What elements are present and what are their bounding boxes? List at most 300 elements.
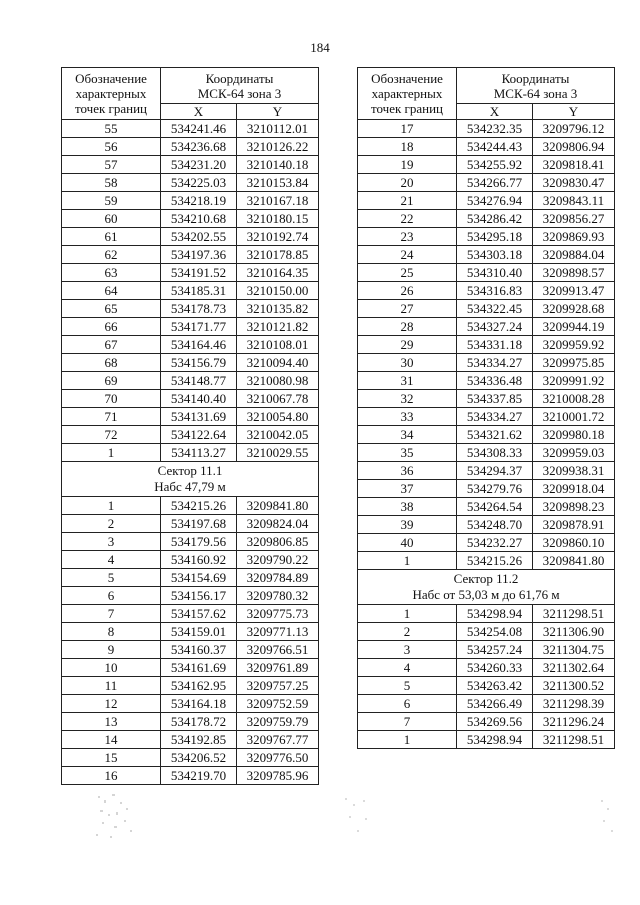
table-row: [358, 677, 615, 695]
table-row: [62, 533, 319, 551]
point-number-cell: 57: [62, 156, 161, 174]
x-coordinate-cell: 534202.55: [161, 228, 237, 246]
x-coordinate-cell: 534156.79: [161, 354, 237, 372]
table-row: [62, 695, 319, 713]
x-coordinate-cell: 534322.45: [457, 300, 533, 318]
point-number-cell: 15: [62, 749, 161, 767]
x-coordinate-cell: 534264.54: [457, 498, 533, 516]
y-coordinate-cell: 3210008.28: [533, 390, 615, 408]
table-row: [358, 534, 615, 552]
x-coordinate-cell: 534160.92: [161, 551, 237, 569]
point-number-cell: 69: [62, 372, 161, 390]
sector-cell: [358, 570, 615, 605]
table-row: [358, 390, 615, 408]
point-number-cell: 33: [358, 408, 457, 426]
y-coordinate-cell: 3210112.01: [237, 120, 319, 138]
header-line: характерных: [371, 86, 443, 101]
page-number: 184: [310, 40, 330, 55]
y-coordinate-cell: 3210054.80: [237, 408, 319, 426]
y-coordinate-cell: 3209771.13: [237, 623, 319, 641]
point-number-cell: 40: [358, 534, 457, 552]
point-number-cell: 17: [358, 120, 457, 138]
point-designation-header: [358, 68, 457, 120]
y-coordinate-cell: 3209944.19: [533, 318, 615, 336]
coordinates-header: [161, 68, 319, 104]
point-number-cell: 25: [358, 264, 457, 282]
point-number-cell: 63: [62, 264, 161, 282]
header-line: МСК-64 зона 3: [197, 86, 282, 101]
table-row: [358, 641, 615, 659]
point-number-cell: 60: [62, 210, 161, 228]
table-row: [358, 282, 615, 300]
x-coordinate-cell: 534310.40: [457, 264, 533, 282]
point-number-cell: 8: [62, 623, 161, 641]
point-number-cell: 6: [358, 695, 457, 713]
y-coordinate-cell: 3210192.74: [237, 228, 319, 246]
x-coordinate-cell: 534160.37: [161, 641, 237, 659]
x-coordinate-cell: 534286.42: [457, 210, 533, 228]
x-coordinate-cell: 534241.46: [161, 120, 237, 138]
x-coordinate-cell: 534215.26: [161, 497, 237, 515]
table-row: [62, 300, 319, 318]
x-coordinate-cell: 534157.62: [161, 605, 237, 623]
x-coordinate-cell: 534231.20: [161, 156, 237, 174]
x-coordinate-cell: 534210.68: [161, 210, 237, 228]
x-coordinate-cell: 534254.08: [457, 623, 533, 641]
table-row: [62, 120, 319, 138]
x-coordinate-cell: 534140.40: [161, 390, 237, 408]
y-coordinate-cell: 3209784.89: [237, 569, 319, 587]
y-coordinate-cell: 3211302.64: [533, 659, 615, 677]
table-row: [358, 605, 615, 623]
x-coordinate-cell: 534225.03: [161, 174, 237, 192]
table-row: [62, 587, 319, 605]
y-coordinate-cell: 3209878.91: [533, 516, 615, 534]
point-number-cell: 14: [62, 731, 161, 749]
y-coordinate-cell: 3209991.92: [533, 372, 615, 390]
y-coordinate-cell: 3209856.27: [533, 210, 615, 228]
x-coordinate-cell: 534266.77: [457, 174, 533, 192]
y-coordinate-cell: 3209830.47: [533, 174, 615, 192]
coordinates-header: [457, 68, 615, 104]
y-coordinate-cell: 3209767.77: [237, 731, 319, 749]
y-coordinate-cell: 3209780.32: [237, 587, 319, 605]
table-row: [358, 354, 615, 372]
table-row: [358, 444, 615, 462]
y-coordinate-cell: 3210178.85: [237, 246, 319, 264]
x-coordinate-cell: 534260.33: [457, 659, 533, 677]
x-coordinate-cell: 534113.27: [161, 444, 237, 462]
point-number-cell: 37: [358, 480, 457, 498]
y-coordinate-cell: 3209898.23: [533, 498, 615, 516]
point-number-cell: 28: [358, 318, 457, 336]
table-row: [62, 408, 319, 426]
point-number-cell: 5: [62, 569, 161, 587]
x-coordinate-cell: 534303.18: [457, 246, 533, 264]
x-coordinate-cell: 534164.46: [161, 336, 237, 354]
x-coordinate-cell: 534215.26: [457, 552, 533, 570]
y-coordinate-cell: 3209759.79: [237, 713, 319, 731]
x-coordinate-cell: 534192.85: [161, 731, 237, 749]
sector-row: [358, 570, 615, 605]
point-number-cell: 1: [358, 552, 457, 570]
table-row: [358, 246, 615, 264]
x-coordinate-cell: 534276.94: [457, 192, 533, 210]
header-line: точек границ: [74, 101, 148, 116]
x-coordinate-cell: 534295.18: [457, 228, 533, 246]
table-row: [62, 264, 319, 282]
table-row: [358, 408, 615, 426]
point-number-cell: 30: [358, 354, 457, 372]
x-coordinate-cell: 534255.92: [457, 156, 533, 174]
sector-row: [62, 462, 319, 497]
point-number-cell: 6: [62, 587, 161, 605]
table-row: [358, 138, 615, 156]
x-coordinate-cell: 534294.37: [457, 462, 533, 480]
table-row: [62, 749, 319, 767]
point-number-cell: 11: [62, 677, 161, 695]
table-row: [62, 192, 319, 210]
point-number-cell: 18: [358, 138, 457, 156]
table-row: [358, 498, 615, 516]
point-number-cell: 65: [62, 300, 161, 318]
y-coordinate-cell: 3209860.10: [533, 534, 615, 552]
x-coordinate-cell: 534266.49: [457, 695, 533, 713]
sector-name: Сектор 11.1: [157, 463, 223, 478]
point-number-cell: 39: [358, 516, 457, 534]
point-number-cell: 38: [358, 498, 457, 516]
x-coordinate-cell: 534334.27: [457, 408, 533, 426]
point-number-cell: 62: [62, 246, 161, 264]
y-coordinate-cell: 3210150.00: [237, 282, 319, 300]
table-row: [62, 246, 319, 264]
table-row: [62, 336, 319, 354]
faint-stamp-mark: [90, 790, 146, 846]
table-row: [62, 767, 319, 785]
x-coordinate-cell: 534263.42: [457, 677, 533, 695]
y-column-header: Y: [237, 104, 319, 120]
y-coordinate-cell: 3211298.39: [533, 695, 615, 713]
x-coordinate-cell: 534334.27: [457, 354, 533, 372]
y-coordinate-cell: 3210042.05: [237, 426, 319, 444]
point-number-cell: 29: [358, 336, 457, 354]
y-column-header: Y: [533, 104, 615, 120]
x-coordinate-cell: 534164.18: [161, 695, 237, 713]
faint-stamp-mark: [335, 790, 391, 846]
point-number-cell: 4: [62, 551, 161, 569]
y-coordinate-cell: 3209959.92: [533, 336, 615, 354]
y-coordinate-cell: 3209843.11: [533, 192, 615, 210]
x-coordinate-cell: 534171.77: [161, 318, 237, 336]
y-coordinate-cell: 3211300.52: [533, 677, 615, 695]
x-coordinate-cell: 534236.68: [161, 138, 237, 156]
y-coordinate-cell: 3209884.04: [533, 246, 615, 264]
x-coordinate-cell: 534218.19: [161, 192, 237, 210]
x-coordinate-cell: 534298.94: [457, 731, 533, 749]
header-line: МСК-64 зона 3: [493, 86, 578, 101]
table-row: [62, 372, 319, 390]
point-number-cell: 1: [62, 444, 161, 462]
x-coordinate-cell: 534131.69: [161, 408, 237, 426]
point-number-cell: 2: [62, 515, 161, 533]
y-coordinate-cell: 3209806.85: [237, 533, 319, 551]
point-number-cell: 26: [358, 282, 457, 300]
y-coordinate-cell: 3209761.89: [237, 659, 319, 677]
x-coordinate-cell: 534156.17: [161, 587, 237, 605]
x-coordinate-cell: 534161.69: [161, 659, 237, 677]
x-coordinate-cell: 534162.95: [161, 677, 237, 695]
y-coordinate-cell: 3210094.40: [237, 354, 319, 372]
table-row: [358, 480, 615, 498]
table-row: [62, 390, 319, 408]
table-row: [358, 516, 615, 534]
sector-cell: [62, 462, 319, 497]
header-line: точек границ: [370, 101, 444, 116]
point-number-cell: 36: [358, 462, 457, 480]
x-coordinate-cell: 534248.70: [457, 516, 533, 534]
point-number-cell: 71: [62, 408, 161, 426]
y-coordinate-cell: 3210029.55: [237, 444, 319, 462]
x-coordinate-cell: 534154.69: [161, 569, 237, 587]
x-coordinate-cell: 534185.31: [161, 282, 237, 300]
table-row: [62, 569, 319, 587]
point-number-cell: 56: [62, 138, 161, 156]
y-coordinate-cell: 3210180.15: [237, 210, 319, 228]
x-coordinate-cell: 534337.85: [457, 390, 533, 408]
table-row: [358, 623, 615, 641]
x-coordinate-cell: 534178.73: [161, 300, 237, 318]
point-number-cell: 10: [62, 659, 161, 677]
table-row: [62, 444, 319, 462]
table-row: [62, 713, 319, 731]
y-coordinate-cell: 3209818.41: [533, 156, 615, 174]
y-coordinate-cell: 3210080.98: [237, 372, 319, 390]
coordinates-table-right: [357, 67, 615, 749]
table-row: [358, 336, 615, 354]
table-row: [358, 426, 615, 444]
point-number-cell: 2: [358, 623, 457, 641]
y-coordinate-cell: 3209959.03: [533, 444, 615, 462]
x-coordinate-cell: 534219.70: [161, 767, 237, 785]
point-number-cell: 32: [358, 390, 457, 408]
point-number-cell: 66: [62, 318, 161, 336]
y-coordinate-cell: 3210001.72: [533, 408, 615, 426]
y-coordinate-cell: 3210067.78: [237, 390, 319, 408]
x-coordinate-cell: 534244.43: [457, 138, 533, 156]
table-row: [358, 192, 615, 210]
x-coordinate-cell: 534206.52: [161, 749, 237, 767]
table-row: [358, 264, 615, 282]
y-coordinate-cell: 3211296.24: [533, 713, 615, 731]
y-coordinate-cell: 3209752.59: [237, 695, 319, 713]
table-row: [358, 695, 615, 713]
point-number-cell: 27: [358, 300, 457, 318]
table-row: [62, 551, 319, 569]
point-number-cell: 61: [62, 228, 161, 246]
table-row: [62, 623, 319, 641]
table-row: [62, 138, 319, 156]
header-line: Координаты: [205, 71, 274, 86]
x-coordinate-cell: 534197.68: [161, 515, 237, 533]
table-row: [62, 156, 319, 174]
x-coordinate-cell: 534178.72: [161, 713, 237, 731]
point-number-cell: 72: [62, 426, 161, 444]
table-row: [62, 605, 319, 623]
y-coordinate-cell: 3209918.04: [533, 480, 615, 498]
y-coordinate-cell: 3211298.51: [533, 605, 615, 623]
x-coordinate-cell: 534331.18: [457, 336, 533, 354]
y-coordinate-cell: 3211306.90: [533, 623, 615, 641]
coordinates-table-left: [61, 67, 319, 785]
x-coordinate-cell: 534179.56: [161, 533, 237, 551]
y-coordinate-cell: 3209913.47: [533, 282, 615, 300]
point-number-cell: 34: [358, 426, 457, 444]
point-number-cell: 13: [62, 713, 161, 731]
point-number-cell: 64: [62, 282, 161, 300]
table-row: [62, 426, 319, 444]
point-number-cell: 22: [358, 210, 457, 228]
y-coordinate-cell: 3210164.35: [237, 264, 319, 282]
table-row: [358, 156, 615, 174]
x-coordinate-cell: 534321.62: [457, 426, 533, 444]
table-row: [358, 372, 615, 390]
x-coordinate-cell: 534148.77: [161, 372, 237, 390]
table-row: [62, 641, 319, 659]
table-row: [62, 228, 319, 246]
y-coordinate-cell: 3210153.84: [237, 174, 319, 192]
point-number-cell: 59: [62, 192, 161, 210]
header-line: характерных: [75, 86, 147, 101]
table-row: [358, 120, 615, 138]
table-row: [358, 318, 615, 336]
y-coordinate-cell: 3210135.82: [237, 300, 319, 318]
header-line: Координаты: [501, 71, 570, 86]
y-coordinate-cell: 3209824.04: [237, 515, 319, 533]
point-designation-header: [62, 68, 161, 120]
point-number-cell: 67: [62, 336, 161, 354]
y-coordinate-cell: 3209938.31: [533, 462, 615, 480]
point-number-cell: 19: [358, 156, 457, 174]
point-number-cell: 35: [358, 444, 457, 462]
table-row: [358, 174, 615, 192]
y-coordinate-cell: 3209757.25: [237, 677, 319, 695]
y-coordinate-cell: 3209869.93: [533, 228, 615, 246]
y-coordinate-cell: 3209928.68: [533, 300, 615, 318]
table-row: [358, 300, 615, 318]
y-coordinate-cell: 3210140.18: [237, 156, 319, 174]
point-number-cell: 20: [358, 174, 457, 192]
x-coordinate-cell: 534308.33: [457, 444, 533, 462]
y-coordinate-cell: 3210126.22: [237, 138, 319, 156]
x-coordinate-cell: 534122.64: [161, 426, 237, 444]
point-number-cell: 70: [62, 390, 161, 408]
y-coordinate-cell: 3209806.94: [533, 138, 615, 156]
table-row: [358, 713, 615, 731]
y-coordinate-cell: 3211304.75: [533, 641, 615, 659]
y-coordinate-cell: 3210167.18: [237, 192, 319, 210]
x-coordinate-cell: 534232.35: [457, 120, 533, 138]
point-number-cell: 12: [62, 695, 161, 713]
y-coordinate-cell: 3209980.18: [533, 426, 615, 444]
sector-name: Сектор 11.2: [453, 571, 519, 586]
point-number-cell: 3: [358, 641, 457, 659]
point-number-cell: 31: [358, 372, 457, 390]
y-coordinate-cell: 3209766.51: [237, 641, 319, 659]
point-number-cell: 7: [62, 605, 161, 623]
table-row: [62, 731, 319, 749]
x-coordinate-cell: 534336.48: [457, 372, 533, 390]
x-coordinate-cell: 534316.83: [457, 282, 533, 300]
table-row: [62, 515, 319, 533]
point-number-cell: 7: [358, 713, 457, 731]
y-coordinate-cell: 3210121.82: [237, 318, 319, 336]
x-coordinate-cell: 534159.01: [161, 623, 237, 641]
table-row: [62, 282, 319, 300]
table-row: [358, 228, 615, 246]
x-coordinate-cell: 534197.36: [161, 246, 237, 264]
point-number-cell: 1: [62, 497, 161, 515]
point-number-cell: 1: [358, 605, 457, 623]
y-coordinate-cell: 3209841.80: [533, 552, 615, 570]
table-row: [62, 497, 319, 515]
point-number-cell: 16: [62, 767, 161, 785]
table-row: [358, 731, 615, 749]
y-coordinate-cell: 3209796.12: [533, 120, 615, 138]
header-line: Обозначение: [75, 71, 147, 86]
y-coordinate-cell: 3209775.73: [237, 605, 319, 623]
x-column-header: X: [457, 104, 533, 120]
x-coordinate-cell: 534269.56: [457, 713, 533, 731]
table-row: [62, 318, 319, 336]
table-row: [358, 552, 615, 570]
point-number-cell: 58: [62, 174, 161, 192]
x-coordinate-cell: 534279.76: [457, 480, 533, 498]
table-row: [62, 174, 319, 192]
point-number-cell: 1: [358, 731, 457, 749]
y-coordinate-cell: 3210108.01: [237, 336, 319, 354]
table-row: [358, 659, 615, 677]
x-coordinate-cell: 534232.27: [457, 534, 533, 552]
table-row: [62, 677, 319, 695]
y-coordinate-cell: 3209776.50: [237, 749, 319, 767]
point-number-cell: 68: [62, 354, 161, 372]
table-row: [358, 462, 615, 480]
y-coordinate-cell: 3209785.96: [237, 767, 319, 785]
point-number-cell: 5: [358, 677, 457, 695]
y-coordinate-cell: 3209898.57: [533, 264, 615, 282]
table-row: [358, 210, 615, 228]
x-coordinate-cell: 534257.24: [457, 641, 533, 659]
sector-height: Набс 47,79 м: [154, 479, 226, 494]
y-coordinate-cell: 3211298.51: [533, 731, 615, 749]
x-coordinate-cell: 534298.94: [457, 605, 533, 623]
point-number-cell: 4: [358, 659, 457, 677]
x-coordinate-cell: 534191.52: [161, 264, 237, 282]
point-number-cell: 21: [358, 192, 457, 210]
y-coordinate-cell: 3209790.22: [237, 551, 319, 569]
x-column-header: X: [161, 104, 237, 120]
point-number-cell: 9: [62, 641, 161, 659]
point-number-cell: 24: [358, 246, 457, 264]
header-line: Обозначение: [371, 71, 443, 86]
point-number-cell: 55: [62, 120, 161, 138]
sector-height: Набс от 53,03 м до 61,76 м: [412, 587, 560, 602]
table-row: [62, 210, 319, 228]
table-row: [62, 659, 319, 677]
point-number-cell: 3: [62, 533, 161, 551]
y-coordinate-cell: 3209841.80: [237, 497, 319, 515]
table-row: [62, 354, 319, 372]
